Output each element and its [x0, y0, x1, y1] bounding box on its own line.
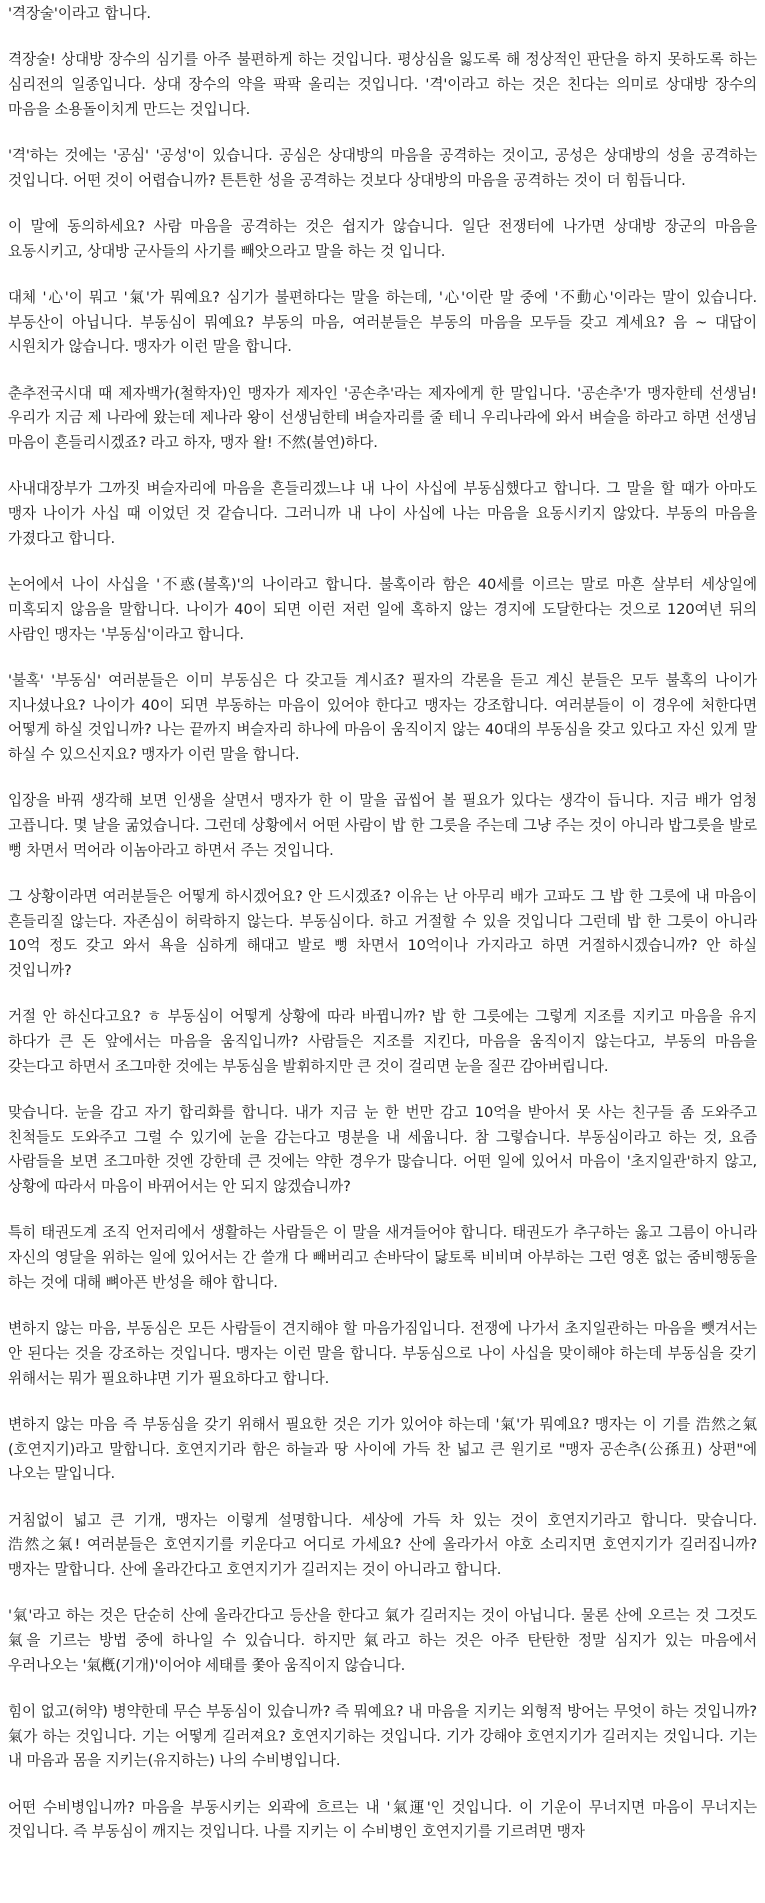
- paragraph: 특히 태권도계 조직 언저리에서 생활하는 사람들은 이 말을 새겨들어야 합니다. 태권도가 추구하는 옳고 그름이 아니라 자신의 영달을 위하는 일에 있어서는 간 쓸개 다 빼버리고 손바닥이 닳토록 비비며 아부하는 그런 영혼 없는 줌비행동을 하는 것에 대해 뼈아픈 반성을 해야 합니다.: [8, 1224, 757, 1291]
- paragraph: '불혹' '부동심' 여러분들은 이미 부동심은 다 갖고들 계시죠? 필자의 각론을 듣고 계신 분들은 모두 불혹의 나이가 지나셨나요? 나이가 40이 되면 부동하는 마음이 있어야 한다고 맹자는 강조합니다. 여러분들이 이 경우에 처한다면 어떻게 하실 것입니까? 나는 끝까지 벼슬자리 하나에 마음이 움직이지 않는 40대의 부동심을 갖고 있다고 자신 있게 말 하실 수 있으신지요? 맹자가 이런 말을 합니다.: [8, 671, 757, 763]
- paragraph: 격장술! 상대방 장수의 심기를 아주 불편하게 하는 것입니다. 평상심을 잃도록 해 정상적인 판단을 하지 못하도록 하는 심리전의 일종입니다. 상대 장수의 약을 팍팍 올리는 것입니다. '격'이라고 하는 것은 친다는 의미로 상대방 장수의 마음을 소용돌이치게 만드는 것입니다.: [8, 51, 757, 118]
- paragraph: 춘추전국시대 때 제자백가(철학자)인 맹자가 제자인 '공손추'라는 제자에게 한 말입니다. '공손추'가 맹자한테 선생님! 우리가 지금 제 나라에 왔는데 제나라 왕이 선생님한테 벼슬자리를 줄 테니 우리나라에 와서 벼슬을 하라고 하면 선생님 마음이 흔들리시겠죠? 라고 하자, 맹자 왈! 不然(불연)하다.: [8, 384, 757, 452]
- paragraph: 맞습니다. 눈을 감고 자기 합리화를 합니다. 내가 지금 눈 한 번만 감고 10억을 받아서 못 사는 친구들 좀 도와주고 친척들도 도와주고 그럴 수 있기에 눈을 감는다고 명분을 내 세웁니다. 참 그렇습니다. 부동심이라고 하는 것, 요즘 사람들을 보면 조그마한 것엔 강한데 큰 것에는 약한 경우가 많습니다. 어떤 일에 있어서 마음이 '초지일관'하지 않고, 상황에 따라서 마음이 바뀌어서는 안 되지 않겠습니까?: [8, 1104, 757, 1196]
- paragraph: 사내대장부가 그까짓 벼슬자리에 마음을 흔들리겠느냐 내 나이 사십에 부동심했다고 합니다. 그 말을 할 때가 아마도 맹자 나이가 사십 때 이었던 것 같습니다. 그러니까 내 나이 사십에 나는 마음을 요동시키지 않았다. 부동의 마음을 가졌다고 합니다.: [8, 480, 757, 547]
- paragraph: 변하지 않는 마음 즉 부동심을 갖기 위해서 필요한 것은 기가 있어야 하는데 '氣'가 뭐예요? 맹자는 이 기를 浩然之氣(호연지기)라고 말합니다. 호연지기라 함은 하늘과 땅 사이에 가득 찬 넓고 큰 원기로 "맹자 공손추(公孫丑) 상편"에 나오는 말입니다.: [8, 1415, 757, 1483]
- paragraph: 대체 '心'이 뭐고 '氣'가 뭐예요? 심기가 불편하다는 말을 하는데, '心'이란 말 중에 '不動心'이라는 말이 있습니다. 부동산이 아닙니다. 부동심이 뭐예요? 부동의 마음, 여러분들은 부동의 마음을 모두들 갖고 계세요? 음 ~ 대답이 시원치가 않습니다. 맹자가 이런 말을 합니다.: [8, 289, 757, 356]
- paragraph: 이 말에 동의하세요? 사람 마음을 공격하는 것은 쉽지가 않습니다. 일단 전쟁터에 나가면 상대방 장군의 마음을 요동시키고, 상대방 군사들의 사기를 빼앗으라고 말을 하는 것 입니다.: [8, 218, 757, 260]
- paragraph: 입장을 바꿔 생각해 보면 인생을 살면서 맹자가 한 이 말을 곱씹어 볼 필요가 있다는 생각이 듭니다. 지금 배가 엄청 고픕니다. 몇 날을 굶었습니다. 그런데 상황에서 어떤 사람이 밥 한 그릇을 주는데 그냥 주는 것이 아니라 밥그릇을 발로 뻥 차면서 먹어라 이놈아라고 하면서 주는 것입니다.: [8, 792, 757, 859]
- paragraph: 힘이 없고(허약) 병약한데 무슨 부동심이 있습니까? 즉 뭐예요? 내 마음을 지키는 외형적 방어는 무엇이 하는 것입니까? 氣가 하는 것입니다. 기는 어떻게 길러져요? 호연지기하는 것입니다. 기가 강해야 호연지기가 길러지는 것입니다. 기는 내 마음과 몸을 지키는(유지하는) 나의 수비병입니다.: [8, 1702, 757, 1770]
- paragraph: '氣'라고 하는 것은 단순히 산에 올라간다고 등산을 한다고 氣가 길러지는 것이 아닙니다. 물론 산에 오르는 것 그것도 氣을 기르는 방법 중에 하나일 수 있습니다. 하지만 氣라고 하는 것은 아주 탄탄한 정말 심지가 있는 마음에서 우러나오는 '氣槪(기개)'이어야 세태를 쫓아 움직이지 않습니다.: [8, 1607, 757, 1674]
- paragraph: 어떤 수비병입니까? 마음을 부동시키는 외곽에 흐르는 내 '氣運'인 것입니다. 이 기운이 무너지면 마음이 무너지는 것입니다. 즉 부동심이 깨지는 것입니다. 나를 지키는 이 수비병인 호연지기를 기르려면 맹자: [8, 1798, 757, 1841]
- paragraph: '격장술'이라고 합니다.: [8, 5, 151, 22]
- paragraph: '격'하는 것에는 '공심' '공성'이 있습니다. 공심은 상대방의 마음을 공격하는 것이고, 공성은 상대방의 성을 공격하는 것입니다. 어떤 것이 어렵습니까? 튼튼한 성을 공격하는 것보다 상대방의 마음을 공격하는 것이 더 힘듭니다.: [8, 147, 757, 189]
- paragraph: 변하지 않는 마음, 부동심은 모든 사람들이 견지해야 할 마음가짐입니다. 전쟁에 나가서 초지일관하는 마음을 뺏겨서는 안 된다는 것을 강조하는 것입니다. 맹자는 이런 말을 합니다. 부동심으로 나이 사십을 맞이해야 하는데 부동심을 갖기 위해서는 뭐가 필요하냐면 기가 필요하다고 합니다.: [8, 1320, 757, 1387]
- paragraph: 거침없이 넓고 큰 기개, 맹자는 이렇게 설명합니다. 세상에 가득 차 있는 것이 호연지기라고 합니다. 맞습니다. 浩然之氣! 여러분들은 호연지기를 키운다고 어디로 가세요? 산에 올라가서 야호 소리지면 호연지기가 길러집니까? 맹자는 말합니다. 산에 올라간다고 호연지기가 길러지는 것이 아니라고 합니다.: [8, 1511, 757, 1578]
- paragraph: 논어에서 나이 사십을 '不惑(불혹)'의 나이라고 합니다. 불혹이라 함은 40세를 이르는 말로 마흔 살부터 세상일에 미혹되지 않음을 말합니다. 나이가 40이 되면 이런 저런 일에 혹하지 않는 경지에 도달한다는 것으로 120여년 뒤의 사람인 맹자는 '부동심'이라고 합니다.: [8, 576, 757, 643]
- paragraph: 그 상황이라면 여러분들은 어떻게 하시겠어요? 안 드시겠죠? 이유는 난 아무리 배가 고파도 그 밥 한 그릇에 내 마음이 흔들리질 않는다. 자존심이 허락하지 않는다. 부동심이다. 하고 거절할 수 있을 것입니다 그런데 밥 한 그릇이 아니라 10억 정도 갖고 와서 욕을 심하게 해대고 발로 뻥 차면서 10억이나 가지라고 하면 거절하시겠습니까? 안 하실 것입니까?: [8, 887, 757, 980]
- paragraph: 거절 안 하신다고요? ㅎ 부동심이 어떻게 상황에 따라 바뀝니까? 밥 한 그릇에는 그렇게 지조를 지키고 마음을 유지 하다가 큰 돈 앞에서는 마음을 움직입니까? 사람들은 지조를 지킨다, 마음을 움직이지 않는다고, 부동의 마음을 갖는다고 하면서 조그마한 것에는 부동심을 발휘하지만 큰 것이 걸리면 눈을 질끈 감아버립니다.: [8, 1008, 757, 1075]
